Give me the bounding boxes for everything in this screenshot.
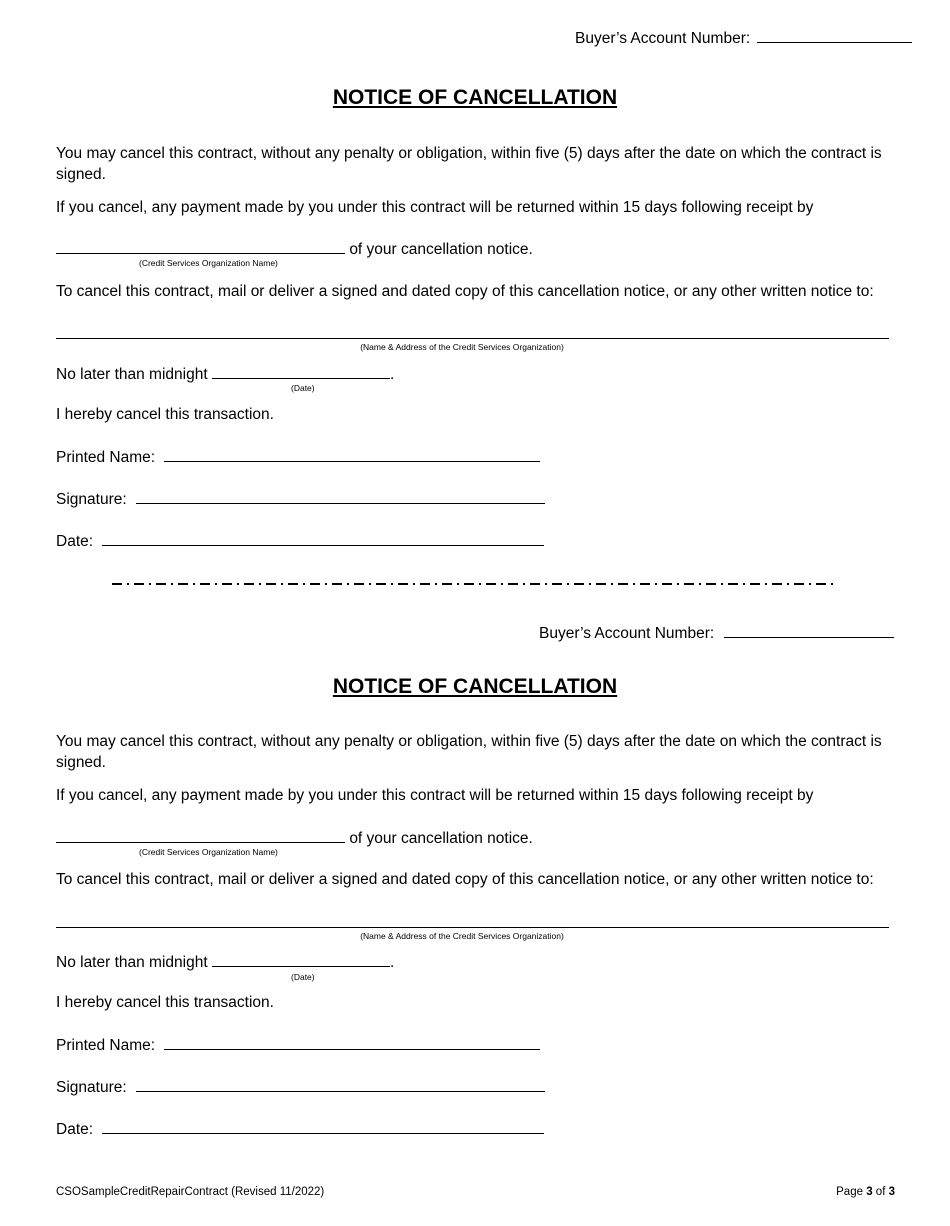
signature-line <box>56 1077 545 1098</box>
notice-paragraph-refund: If you cancel, any payment made by you under this contract will be returned within 15 days following receipt by <box>56 787 814 804</box>
date-caption: (Date) <box>291 383 315 393</box>
notice-paragraph-cancel-terms: You may cancel this contract, without any penalty or obligation, within five (5) days after the date on which the contract is signed. <box>56 145 882 183</box>
date-line <box>56 1119 544 1140</box>
cso-name-suffix: of your cancellation notice. <box>349 830 533 847</box>
buyer-account-label: Buyer’s Account Number: <box>575 30 751 47</box>
printed-name-field[interactable] <box>164 447 540 462</box>
notice-paragraph-mail-instructions: To cancel this contract, mail or deliver a signed and dated copy of this cancellation notice, or any other written notice to: <box>56 871 874 888</box>
printed-name-line <box>56 1035 540 1056</box>
date-field[interactable] <box>102 531 544 546</box>
signature-label: Signature: <box>56 1079 127 1096</box>
buyer-account-number-1 <box>575 28 912 49</box>
printed-name-label: Printed Name: <box>56 449 156 466</box>
printed-name-line <box>56 447 540 468</box>
cso-name-line <box>56 828 533 849</box>
notice-paragraph-cancel-terms: You may cancel this contract, without any penalty or obligation, within five (5) days after the date on which the contract is signed. <box>56 733 882 771</box>
signature-field[interactable] <box>136 1077 545 1092</box>
page-current: 3 <box>866 1186 873 1198</box>
name-address-caption: (Name & Address of the Credit Services Organization) <box>360 931 564 941</box>
dash-dot-cut-line <box>112 582 838 586</box>
footer-doc-id: CSOSampleCreditRepairContract (Revised 11/2022) <box>56 1186 325 1198</box>
cso-name-line <box>56 239 533 260</box>
notice-title: NOTICE OF CANCELLATION <box>332 86 618 109</box>
page-total: 3 <box>888 1186 895 1198</box>
buyer-account-number-2 <box>539 623 894 644</box>
midnight-line <box>56 952 394 973</box>
footer-page-number <box>836 1185 895 1199</box>
notice-paragraph-refund: If you cancel, any payment made by you under this contract will be returned within 15 days following receipt by <box>56 199 814 216</box>
midnight-date-field[interactable] <box>212 952 390 967</box>
midnight-label: No later than midnight <box>56 954 208 971</box>
notice-paragraph-mail-instructions: To cancel this contract, mail or deliver a signed and dated copy of this cancellation notice, or any other written notice to: <box>56 283 874 300</box>
date-caption: (Date) <box>291 972 315 982</box>
date-label: Date: <box>56 1121 94 1138</box>
buyer-account-field[interactable] <box>757 28 912 43</box>
date-label: Date: <box>56 533 94 550</box>
midnight-date-field[interactable] <box>212 364 390 379</box>
cso-name-caption: (Credit Services Organization Name) <box>139 847 278 857</box>
notice-title: NOTICE OF CANCELLATION <box>332 675 618 698</box>
name-address-caption: (Name & Address of the Credit Services Organization) <box>360 342 564 352</box>
name-address-field[interactable] <box>56 927 889 928</box>
hereby-cancel-statement: I hereby cancel this transaction. <box>56 406 274 423</box>
midnight-label: No later than midnight <box>56 366 208 383</box>
printed-name-label: Printed Name: <box>56 1037 156 1054</box>
page-prefix: Page <box>836 1186 863 1198</box>
date-line <box>56 531 544 552</box>
period: . <box>389 954 395 971</box>
buyer-account-field[interactable] <box>724 623 894 638</box>
buyer-account-label: Buyer’s Account Number: <box>539 625 715 642</box>
name-address-field[interactable] <box>56 338 889 339</box>
cso-name-field[interactable] <box>56 239 345 254</box>
page-of: of <box>875 1186 886 1198</box>
period: . <box>389 366 395 383</box>
hereby-cancel-statement: I hereby cancel this transaction. <box>56 994 274 1011</box>
date-field[interactable] <box>102 1119 544 1134</box>
signature-label: Signature: <box>56 491 127 508</box>
signature-line <box>56 489 545 510</box>
cso-name-suffix: of your cancellation notice. <box>349 241 533 258</box>
midnight-line <box>56 364 394 385</box>
signature-field[interactable] <box>136 489 545 504</box>
cso-name-field[interactable] <box>56 828 345 843</box>
cso-name-caption: (Credit Services Organization Name) <box>139 258 278 268</box>
printed-name-field[interactable] <box>164 1035 540 1050</box>
